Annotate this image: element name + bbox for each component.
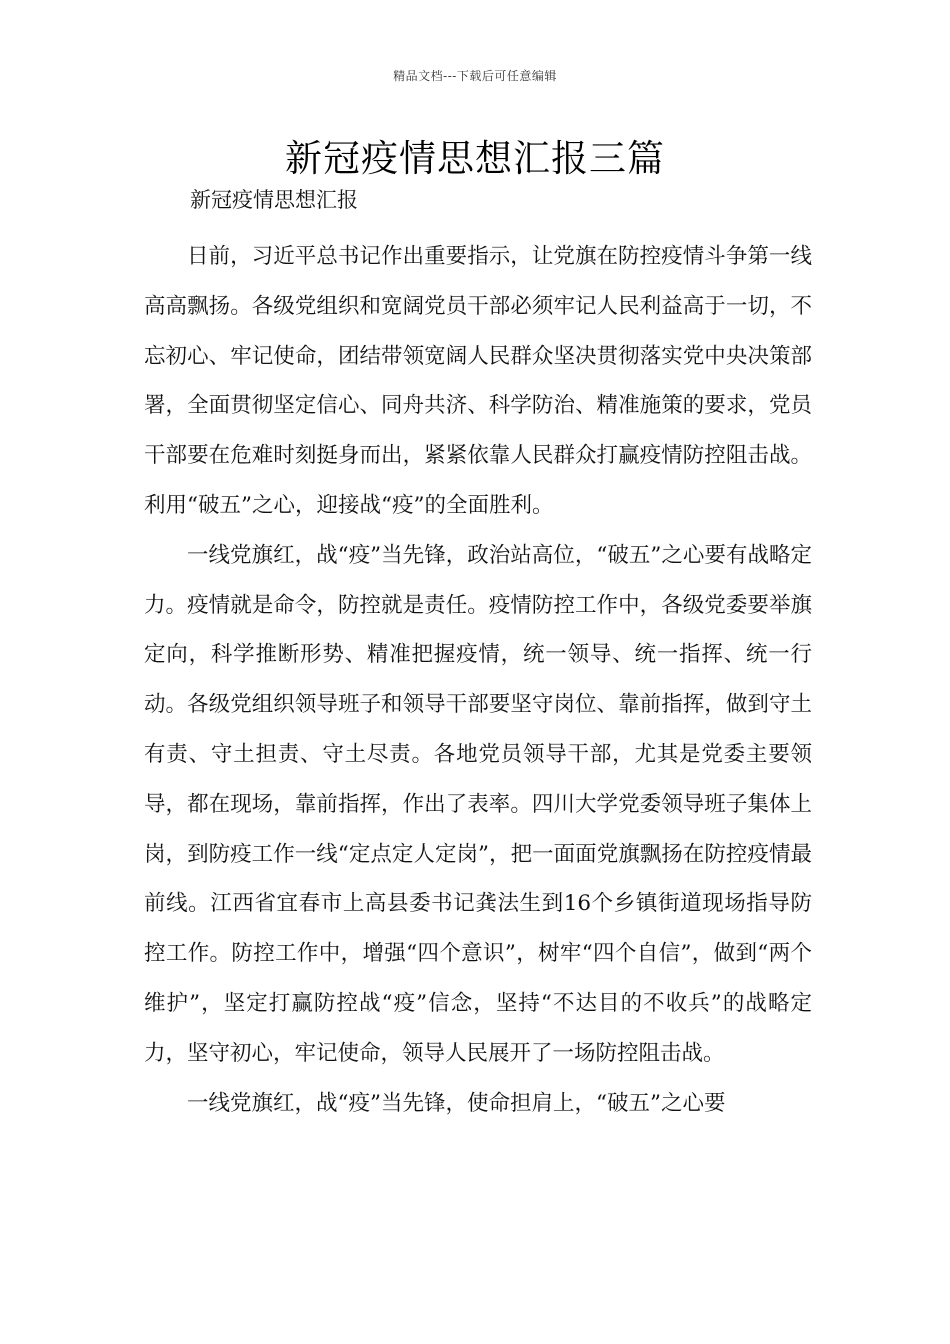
document-subtitle: 新冠疫情思想汇报	[190, 188, 358, 212]
document-title: 新冠疫情思想汇报三篇	[285, 137, 665, 180]
paragraph: 一线党旗红，战“疫”当先锋，使命担肩上，“破五”之心要	[187, 1090, 726, 1116]
header-note: 精品文档---下载后可任意编辑	[393, 69, 557, 83]
paragraph: 日前，习近平总书记作出重要指示，让党旗在防控疫情斗争第一线高高飘扬。各级党组织和宽阔党员干部必须牢记人民利益高于一切，不忘初心、牢记使命，团结带领宽阔人民群众坚决贯彻落实党中央决策部署，全面贯彻坚定信心、同舟共济、科学防治、精准施策的要求，党员干部要在危难时刻挺身而出，紧紧依靠人民群众打赢疫情防控阻击战。利用“破五”之心，迎接战“疫”的全面胜利。	[144, 244, 812, 518]
paragraph: 一线党旗红，战“疫”当先锋，政治站高位，“破五”之心要有战略定力。疫情就是命令，防控就是责任。疫情防控工作中，各级党委要举旗定向，科学推断形势、精准把握疫情，统一领导、统一指挥、统一行动。各级党组织领导班子和领导干部要坚守岗位、靠前指挥，做到守土有责、守土担责、守土尽责。各地党员领导干部，尤其是党委主要领导，都在现场，靠前指挥，作出了表率。四川大学党委领导班子集体上岗，到防疫工作一线“定点定人定岗”，把一面面党旗飘扬在防控疫情最前线。江西省宜春市上高县委书记龚法生到16个乡镇街道现场指导防控工作。防控工作中，增强“四个意识”，树牢“四个自信”，做到“两个维护”，坚定打赢防控战“疫”信念，坚持“不达目的不收兵”的战略定力，坚守初心，牢记使命，领导人民展开了一场防控阻击战。	[144, 542, 812, 1066]
document-body	[144, 232, 812, 1128]
